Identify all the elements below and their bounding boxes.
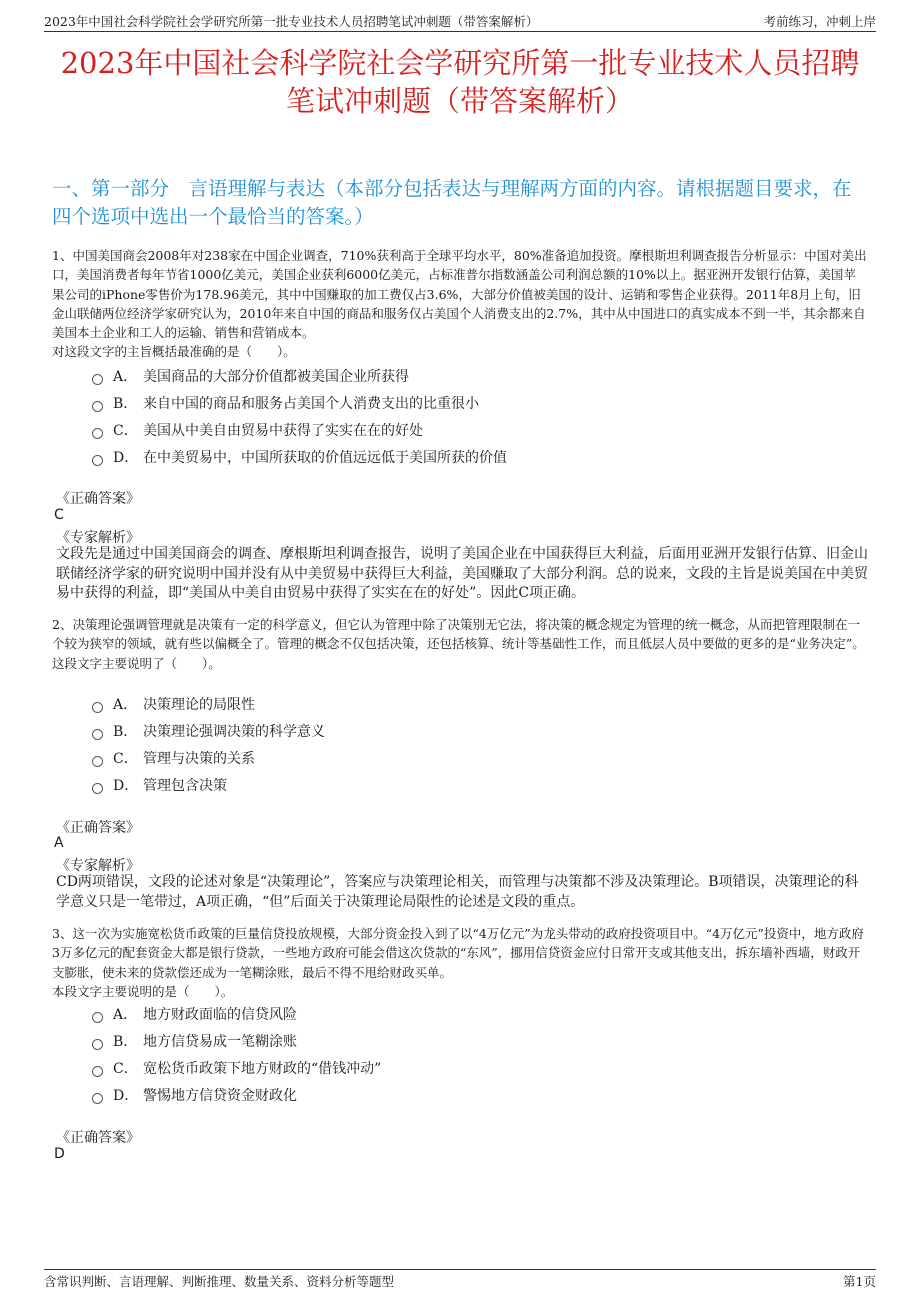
radio-icon[interactable] — [92, 401, 103, 412]
answer-value: A — [54, 835, 64, 851]
page-footer — [44, 1272, 876, 1290]
question-1 — [52, 246, 868, 362]
footer-divider — [44, 1269, 876, 1270]
question-prompt: 本段文字主要说明的是（ ）。 — [52, 983, 234, 999]
question-3 — [52, 924, 868, 1001]
radio-icon[interactable] — [92, 374, 103, 385]
radio-icon[interactable] — [92, 756, 103, 767]
option-1a[interactable]: A． 美国商品的大部分价值都被美国企业所获得 — [92, 365, 409, 387]
option-2c[interactable]: C． 管理与决策的关系 — [92, 747, 255, 769]
question-stem: 2、决策理论强调管理就是决策有一定的科学意义，但它认为管理中除了决策别无它法，将决策的概念规定为管理的统一概念，从而把管理限制在一个较为狭窄的领域，就有些以偏概全了。管理的概念不仅包括决策，还包括核算、统计等基础性工作，而且低层人员中要做的更多的是“业务决定”。 — [52, 617, 865, 652]
option-2d[interactable]: D． 管理包含决策 — [92, 774, 227, 796]
answer-value: D — [54, 1146, 65, 1162]
option-3a[interactable]: A． 地方财政面临的信贷风险 — [92, 1003, 297, 1025]
analysis-text: CD两项错误，文段的论述对象是“决策理论”，答案应与决策理论相关，而管理与决策都不涉及决策理论。B项错误，决策理论的科学意义只是一笔带过，A项正确，“但”后面关于决策理论局限性的论述是文段的重点。 — [56, 874, 859, 910]
title-line-1: 2023年中国社会科学院社会学研究所第一批专业技术人员招聘 — [60, 46, 860, 80]
answer-label: 《正确答案》 — [56, 1130, 140, 1146]
option-3b[interactable]: B． 地方信贷易成一笔糊涂账 — [92, 1030, 297, 1052]
section-heading: 一、第一部分 言语理解与表达（本部分包括表达与理解两方面的内容。请根据题目要求，在四个选项中选出一个最恰当的答案。） — [52, 177, 852, 228]
radio-icon[interactable] — [92, 702, 103, 713]
option-3c[interactable]: C． 宽松货币政策下地方财政的“借钱冲动” — [92, 1057, 381, 1079]
page-header — [44, 10, 876, 30]
radio-icon[interactable] — [92, 428, 103, 439]
radio-icon[interactable] — [92, 729, 103, 740]
option-2b[interactable]: B． 决策理论强调决策的科学意义 — [92, 720, 325, 742]
option-1b[interactable]: B． 来自中国的商品和服务占美国个人消费支出的比重很小 — [92, 392, 479, 414]
radio-icon[interactable] — [92, 455, 103, 466]
option-3d[interactable]: D． 警惕地方信贷资金财政化 — [92, 1084, 297, 1106]
page-title — [30, 44, 890, 120]
header-divider — [44, 31, 876, 32]
question-prompt: 对这段文字的主旨概括最准确的是（ ）。 — [52, 344, 296, 360]
title-line-2: 笔试冲刺题（带答案解析） — [285, 84, 634, 118]
option-1d[interactable]: D． 在中美贸易中，中国所获取的价值远远低于美国所获的价值 — [92, 446, 507, 468]
answer-label: 《正确答案》 — [56, 491, 140, 507]
header-doc-title: 2023年中国社会科学院社会学研究所第一批专业技术人员招聘笔试冲刺题（带答案解析） — [44, 14, 539, 29]
option-2a[interactable]: A． 决策理论的局限性 — [92, 693, 255, 715]
question-2 — [52, 615, 868, 673]
question-prompt: 这段文字主要说明了（ ）。 — [52, 655, 221, 671]
page-number: 第1页 — [843, 1274, 876, 1289]
radio-icon[interactable] — [92, 783, 103, 794]
radio-icon[interactable] — [92, 1093, 103, 1104]
analysis-text: 文段先是通过中国美国商会的调查、摩根斯坦利调查报告，说明了美国企业在中国获得巨大利益，后面用亚洲开发银行估算、旧金山联储经济学家的研究说明中国并没有从中美贸易中获得巨大利益，美国赚取了大部分利润。总的说来，文段的主旨是说美国在中美贸易中获得的利益，即“美国从中美自由贸易中获得了实实在在的好处”。因此C项正确。 — [56, 546, 868, 601]
footer-topics: 含常识判断、言语理解、判断推理、数量关系、资料分析等题型 — [44, 1274, 395, 1289]
question-stem: 1、中国美国商会2008年对238家在中国企业调查，710%获利高于全球平均水平，80%准备追加投资。摩根斯坦利调查报告分析显示：中国对美出口，美国消费者每年节省1000亿美元，美国企业获利6000亿美元，占标准普尔指数涵盖公司利润总额的10%以上。据亚洲开发银行估算，美国苹果公司的iPhone零售价为178.96美元，其中中国赚取的加工费仅占3.6%，大部分价值被美国的设计、运销和零售企业获得。2011年8月上旬，旧金山联储两位经济学家研究认为，2010年来自中国的商品和服务仅占美国个人消费支出的2.7%，其中从中国进口的真实成本不到一半，其余都来自美国本土企业和工人的运输、销售和营销成本。 — [52, 248, 867, 341]
header-slogan: 考前练习，冲刺上岸 — [763, 14, 876, 29]
analysis-label: 《专家解析》 — [56, 530, 140, 546]
option-1c[interactable]: C． 美国从中美自由贸易中获得了实实在在的好处 — [92, 419, 423, 441]
answer-label: 《正确答案》 — [56, 820, 140, 836]
radio-icon[interactable] — [92, 1012, 103, 1023]
answer-value: C — [54, 507, 64, 523]
radio-icon[interactable] — [92, 1039, 103, 1050]
radio-icon[interactable] — [92, 1066, 103, 1077]
analysis-label: 《专家解析》 — [56, 858, 140, 874]
question-stem: 3、这一次为实施宽松货币政策的巨量信贷投放规模，大部分资金投入到了以“4万亿元”为龙头带动的政府投资项目中。“4万亿元”投资中，地方政府3万多亿元的配套资金大都是银行贷款，一些地方政府可能会借这次贷款的“东风”，挪用信贷资金应付日常开支或其他支出，拆东墙补西墙，财政开支膨胀，使未来的贷款偿还成为一笔糊涂账，最后不得不甩给财政买单。 — [52, 926, 864, 980]
